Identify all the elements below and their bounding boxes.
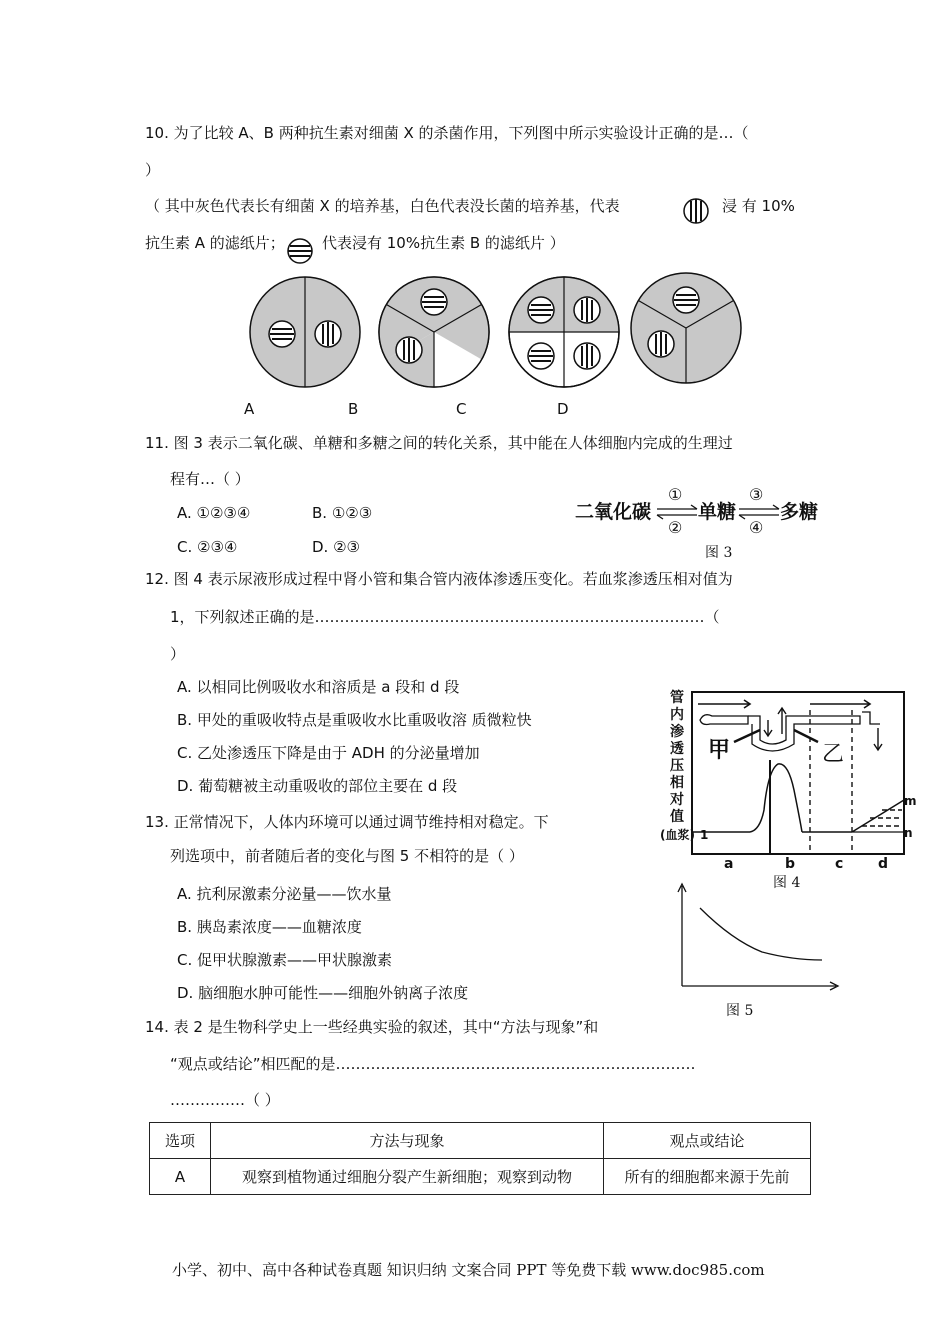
q11-option-a: A. ①②③④: [177, 504, 251, 522]
q14-stem-line3: ……………（ ）: [170, 1091, 280, 1109]
q11-stem-line2: 程有…（ ）: [170, 470, 250, 488]
fig3-arrow-3-4: [737, 503, 782, 523]
fig4-caption: 图 4: [773, 875, 801, 891]
fig4-segment-a: a: [724, 856, 734, 872]
q10-note-line1: （ 其中灰色代表长有细菌 X 的培养基，白色代表没长菌的培养基，代表: [145, 197, 620, 215]
table-cell-conclusion: 所有的细胞都来源于先前: [604, 1159, 811, 1195]
fig3-polysaccharide-label: 多糖: [780, 501, 819, 523]
q12-option-b: B. 甲处的重吸收特点是重吸收水比重吸收溶 质微粒快: [177, 711, 532, 729]
table-header-row: [150, 1123, 811, 1159]
petri-label-a: A: [244, 400, 255, 418]
fig3-co2-label: 二氧化碳: [575, 501, 652, 523]
q13-option-c: C. 促甲状腺激素——甲状腺激素: [177, 951, 393, 969]
fig5-caption: 图 5: [726, 1003, 754, 1019]
fig4-segment-d: d: [878, 856, 889, 872]
fig4-label-jia: 甲: [708, 738, 731, 763]
q11-option-d: D. ②③: [312, 538, 360, 556]
petri-dish-d: [631, 273, 741, 383]
q13-stem-line2: 列选项中，前者随后者的变化与图 5 不相符的是（ ）: [170, 847, 524, 865]
q13-stem-line1: 13. 正常情况下，人体内环境可以通过调节维持相对稳定。下: [145, 813, 549, 831]
q10-note-line2: 抗生素 A 的滤纸片；: [145, 234, 285, 252]
q14-stem-line2: “观点或结论”相匹配的是………………………………………………………………: [170, 1055, 696, 1073]
q10-note-line1-end: 浸 有 10%: [722, 197, 795, 215]
fig3-arrow-1-2: [655, 503, 700, 523]
fig3-step-1: ①: [668, 485, 683, 504]
q11-stem-line1: 11. 图 3 表示二氧化碳、单糖和多糖之间的转化关系，其中能在人体细胞内完成的生理过: [145, 434, 733, 452]
fig4-baseline-one: 1: [700, 828, 709, 842]
q10-petri-figure: [245, 272, 745, 392]
antibiotic-a-disc-icon: [682, 197, 710, 225]
petri-dish-b: [379, 277, 489, 387]
table-cell-method: 观察到植物通过细胞分裂产生新细胞；观察到动物: [211, 1159, 604, 1195]
q10-note-line2-end: 代表浸有 10%抗生素 B 的滤纸片 ）: [322, 234, 565, 252]
fig3-step-4: ④: [749, 518, 764, 537]
q12-option-a: A. 以相同比例吸收水和溶质是 a 段和 d 段: [177, 678, 460, 696]
fig3-step-2: ②: [668, 518, 683, 537]
table-cell-option: A: [150, 1159, 211, 1195]
fig4-plasma-label: (血浆): [660, 828, 695, 842]
fig4-segment-b: b: [785, 856, 796, 872]
table-header-method: 方法与现象: [211, 1123, 604, 1159]
petri-label-c: C: [456, 400, 467, 418]
fig3-caption: 图 3: [705, 545, 733, 561]
q12-option-c: C. 乙处渗透压下降是由于 ADH 的分泌量增加: [177, 744, 480, 762]
q11-option-b: B. ①②③: [312, 504, 373, 522]
q13-option-b: B. 胰岛素浓度——血糖浓度: [177, 918, 362, 936]
fig4-chart: [690, 690, 910, 870]
table-header-conclusion: 观点或结论: [604, 1123, 811, 1159]
antibiotic-b-disc-icon: [286, 237, 314, 265]
q10-stem-line2: ）: [145, 161, 161, 179]
q14-stem-line1: 14. 表 2 是生物科学史上一些经典实验的叙述，其中“方法与现象”和: [145, 1018, 599, 1036]
fig4-label-m: m: [904, 794, 917, 808]
q11-option-c: C. ②③④: [177, 538, 238, 556]
petri-dish-a: [250, 277, 360, 387]
q12-stem-line1: 12. 图 4 表示尿液形成过程中肾小管和集合管内液体渗透压变化。若血浆渗透压相对值为: [145, 570, 733, 588]
fig3-step-3: ③: [749, 485, 764, 504]
table-header-option: 选项: [150, 1123, 211, 1159]
q10-stem-line1: 10. 为了比较 A、B 两种抗生素对细菌 X 的杀菌作用，下列图中所示实验设计正确的是…（: [145, 124, 749, 142]
page-footer: 小学、初中、高中各种试卷真题 知识归纳 文案合同 PPT 等免费下载 www.doc985.com: [172, 1261, 765, 1279]
q12-stem-line2: 1，下列叙述正确的是……………………………………………………………………（: [170, 608, 720, 626]
q13-option-a: A. 抗利尿激素分泌量——饮水量: [177, 885, 392, 903]
fig5-chart: [672, 880, 842, 990]
petri-label-b: B: [348, 400, 359, 418]
petri-dish-c: [509, 277, 619, 387]
table-row: [150, 1159, 811, 1195]
petri-label-d: D: [557, 400, 569, 418]
fig4-label-yi: 乙: [822, 742, 845, 767]
fig4-label-n: n: [904, 826, 913, 840]
q12-stem-line3: ）: [170, 645, 186, 663]
fig3-monosaccharide-label: 单糖: [698, 501, 737, 523]
q14-table: [149, 1122, 811, 1195]
q12-option-d: D. 葡萄糖被主动重吸收的部位主要在 d 段: [177, 777, 458, 795]
fig4-y-axis-label: 管 内 渗 透 压 相 对 值: [670, 690, 684, 825]
fig4-segment-c: c: [835, 856, 844, 872]
q13-option-d: D. 脑细胞水肿可能性——细胞外钠离子浓度: [177, 984, 469, 1002]
